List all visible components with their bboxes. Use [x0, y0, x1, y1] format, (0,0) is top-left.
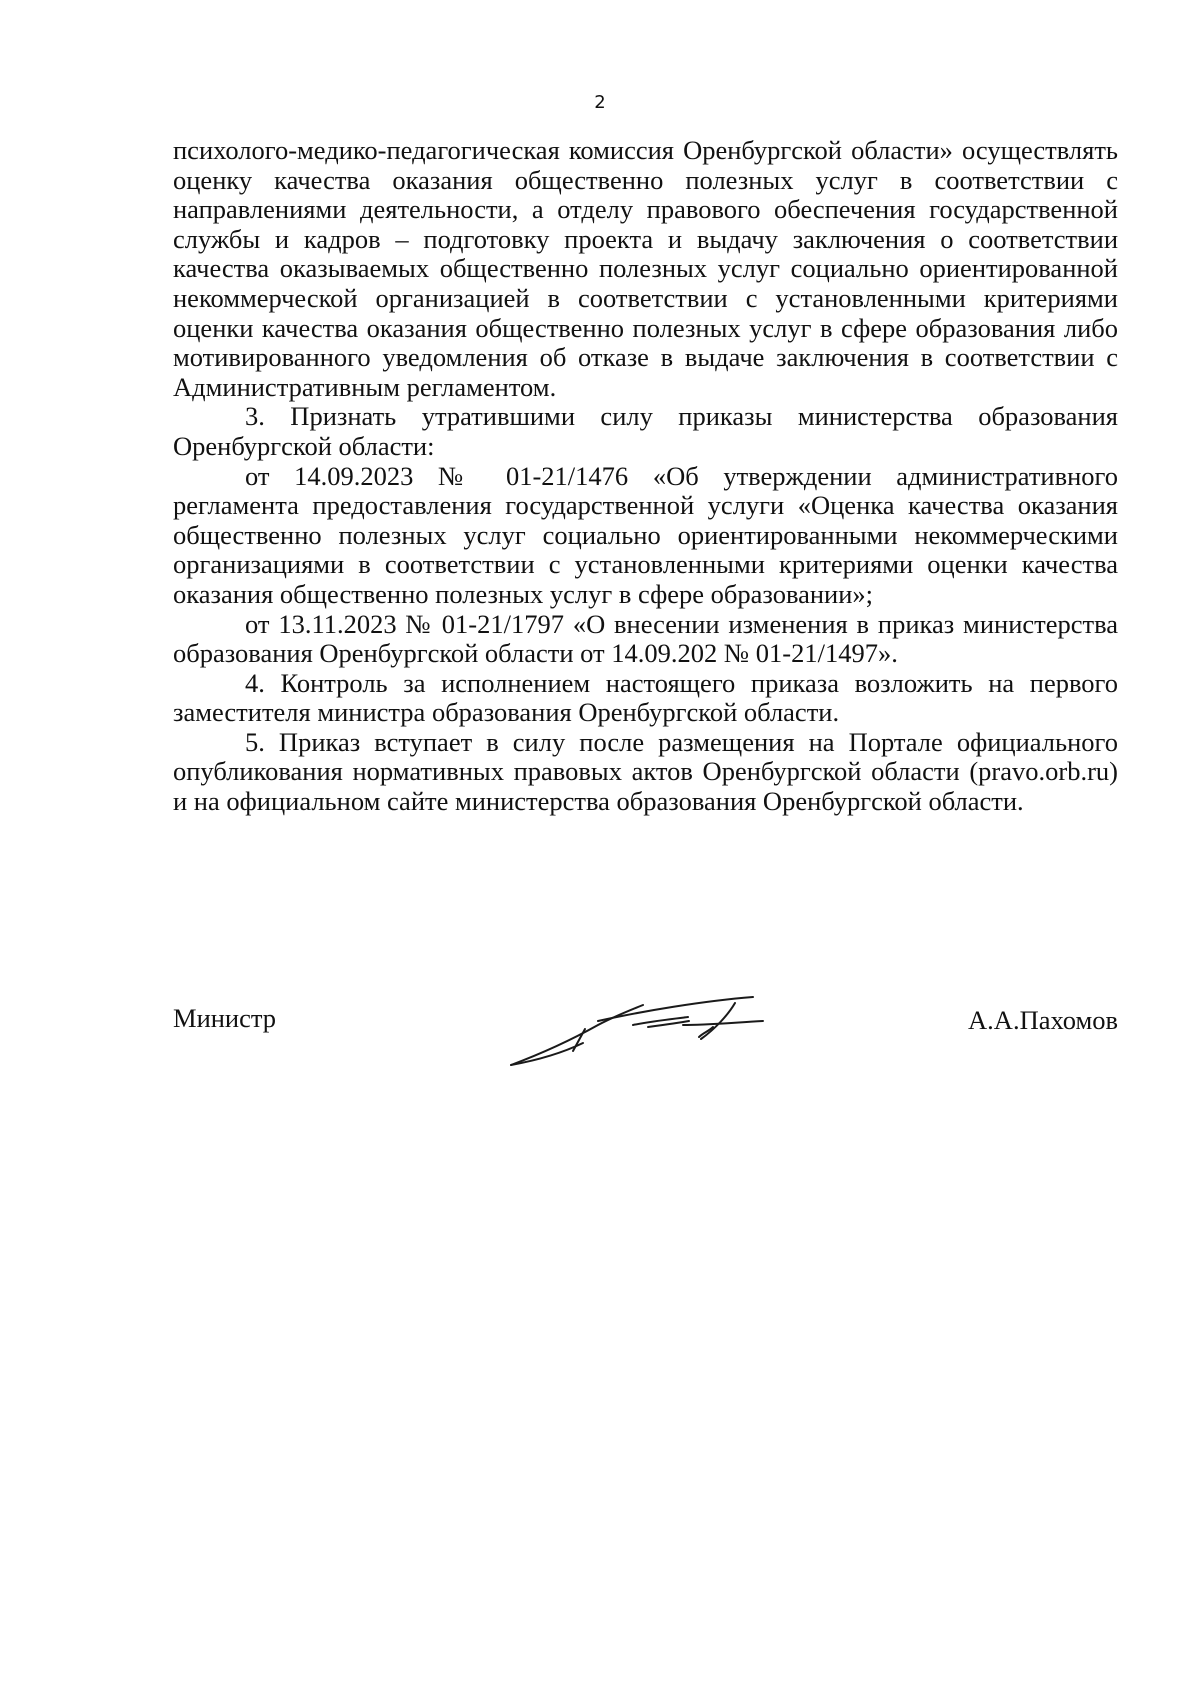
paragraph-order-1476: от 14.09.2023 № 01-21/1476 «Об утверждении административного регламента предоставления государственной услуги «Оценка качества оказания общественно полезных услуг социально ориентированными некоммерческими организациями в соответствии с установленными критериями оценки качества оказания общественно полезных услуг в сфере образовании»; — [173, 460, 1118, 609]
handwritten-signature — [503, 981, 773, 1081]
page-number: 2 — [594, 92, 606, 113]
paragraph-order-1797: от 13.11.2023 № 01-21/1797 «О внесении изменения в приказ министерства образования Оренбургской области от 14.09.202 № 01-21/1497». — [173, 608, 1118, 669]
document-body — [173, 136, 1118, 817]
signature-block — [173, 1003, 1118, 1093]
signatory-name: А.А.Пахомов — [968, 1005, 1118, 1035]
signatory-title: Министр — [173, 1003, 277, 1033]
paragraph-item-4: 4. Контроль за исполнением настоящего приказа возложить на первого заместителя министра образования Оренбургской области. — [173, 667, 1118, 728]
paragraph-continuation: психолого-медико-педагогическая комиссия Оренбургской области» осуществлять оценку качества оказания общественно полезных услуг в соответствии с направлениями деятельности, а отделу правового обеспечения государственной службы и кадров – подготовку проекта и выдачу заключения о соответствии качества оказываемых общественно полезных услуг социально ориентированной некоммерческой организацией в соответствии с установленными критериями оценки качества оказания общественно полезных услуг в сфере образования либо мотивированного уведомления об отказе в выдаче заключения в соответствии с Административным регламентом. — [173, 135, 1118, 402]
paragraph-item-3: 3. Признать утратившими силу приказы министерства образования Оренбургской области: — [173, 401, 1118, 461]
paragraph-item-5: 5. Приказ вступает в силу после размещения на Портале официального опубликования нормативных правовых актов Оренбургской области (pravo.orb.ru) и на официальном сайте министерства образования Оренбургской области. — [173, 726, 1118, 817]
